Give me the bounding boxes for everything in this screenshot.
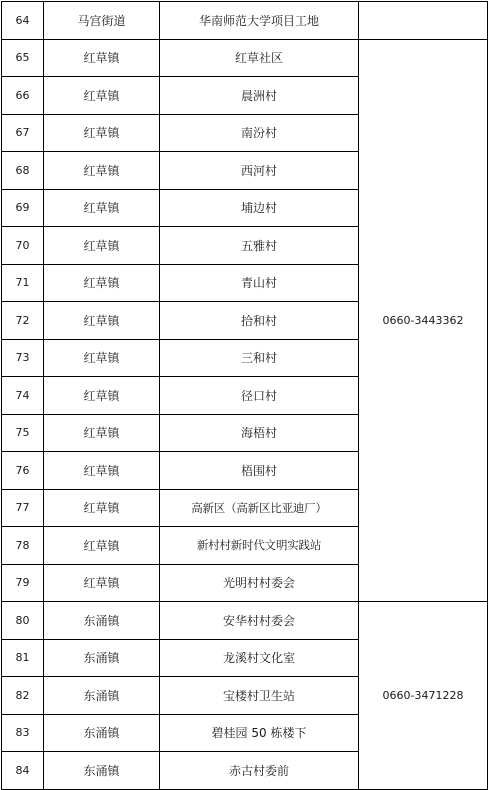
phone-cell-hongcao: 0660-3443362	[359, 39, 488, 602]
row-number: 73	[2, 339, 44, 377]
row-number: 64	[2, 2, 44, 40]
site-cell: 光明村村委会	[160, 564, 359, 602]
row-number: 67	[2, 114, 44, 152]
site-cell: 西河村	[160, 152, 359, 190]
site-cell: 红草社区	[160, 39, 359, 77]
site-cell: 龙溪村文化室	[160, 639, 359, 677]
phone-cell	[359, 2, 488, 40]
site-cell: 高新区（高新区比亚迪厂）	[160, 489, 359, 527]
town-cell: 红草镇	[44, 152, 160, 190]
town-cell: 红草镇	[44, 39, 160, 77]
row-number: 80	[2, 602, 44, 640]
town-cell: 红草镇	[44, 489, 160, 527]
town-cell: 红草镇	[44, 114, 160, 152]
town-cell: 东涌镇	[44, 602, 160, 640]
site-cell: 三和村	[160, 339, 359, 377]
row-number: 66	[2, 77, 44, 115]
town-cell: 红草镇	[44, 452, 160, 490]
row-number: 69	[2, 189, 44, 227]
row-number: 70	[2, 227, 44, 265]
town-cell: 东涌镇	[44, 752, 160, 790]
site-cell: 宝楼村卫生站	[160, 677, 359, 715]
site-cell: 埔边村	[160, 189, 359, 227]
site-cell: 南汾村	[160, 114, 359, 152]
site-cell: 安华村村委会	[160, 602, 359, 640]
site-cell: 晨洲村	[160, 77, 359, 115]
table-row	[2, 2, 488, 40]
site-cell: 碧桂园 50 栋楼下	[160, 714, 359, 752]
site-cell: 径口村	[160, 377, 359, 415]
town-cell: 红草镇	[44, 227, 160, 265]
row-number: 75	[2, 414, 44, 452]
row-number: 65	[2, 39, 44, 77]
town-cell: 东涌镇	[44, 677, 160, 715]
row-number: 83	[2, 714, 44, 752]
town-cell: 东涌镇	[44, 714, 160, 752]
table-row	[2, 602, 488, 640]
town-cell: 红草镇	[44, 414, 160, 452]
site-table	[1, 1, 488, 790]
row-number: 84	[2, 752, 44, 790]
site-cell: 海梧村	[160, 414, 359, 452]
row-number: 74	[2, 377, 44, 415]
row-number: 68	[2, 152, 44, 190]
row-number: 82	[2, 677, 44, 715]
site-cell: 五雅村	[160, 227, 359, 265]
row-number: 71	[2, 264, 44, 302]
site-cell: 梧围村	[160, 452, 359, 490]
phone-cell-dongyong: 0660-3471228	[359, 602, 488, 790]
site-cell: 青山村	[160, 264, 359, 302]
town-cell: 红草镇	[44, 302, 160, 340]
town-cell: 红草镇	[44, 377, 160, 415]
row-number: 77	[2, 489, 44, 527]
site-cell: 拾和村	[160, 302, 359, 340]
table-row	[2, 39, 488, 77]
row-number: 72	[2, 302, 44, 340]
town-cell: 东涌镇	[44, 639, 160, 677]
town-cell: 红草镇	[44, 77, 160, 115]
town-cell: 红草镇	[44, 527, 160, 565]
row-number: 81	[2, 639, 44, 677]
site-cell: 赤古村委前	[160, 752, 359, 790]
town-cell: 马宫街道	[44, 2, 160, 40]
site-cell: 新村村新时代文明实践站	[160, 527, 359, 565]
row-number: 78	[2, 527, 44, 565]
site-cell: 华南师范大学项目工地	[160, 2, 359, 40]
town-cell: 红草镇	[44, 189, 160, 227]
row-number: 76	[2, 452, 44, 490]
town-cell: 红草镇	[44, 564, 160, 602]
row-number: 79	[2, 564, 44, 602]
town-cell: 红草镇	[44, 264, 160, 302]
town-cell: 红草镇	[44, 339, 160, 377]
